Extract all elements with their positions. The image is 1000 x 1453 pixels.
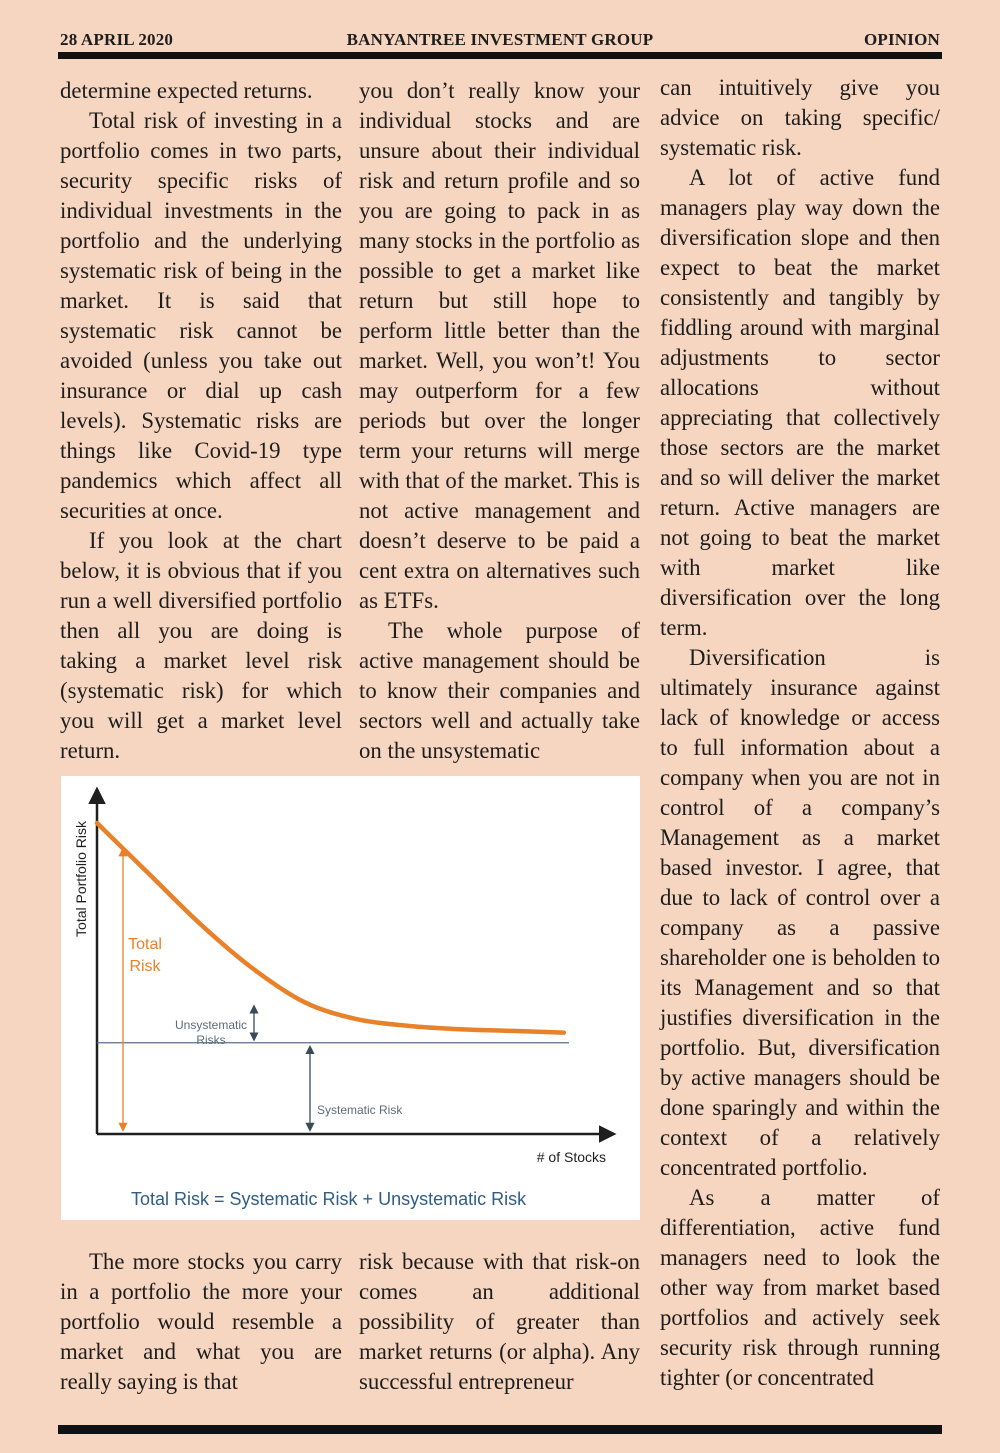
column-1 bbox=[60, 76, 342, 766]
paragraph: determine expected returns. bbox=[60, 78, 313, 103]
paragraph: Total risk of investing in a portfolio comes in two parts, security specific risks of individual investments in the portfolio and the underlying systematic risk of being in the market. It is said that systematic risk cannot be avoided (unless you take out insurance or dial up cash levels). Systematic risks are things like Covid-19 type pandemics which affect all securities at once. bbox=[60, 108, 342, 523]
systematic-risk-label: Systematic Risk bbox=[317, 1103, 403, 1117]
risk-chart bbox=[61, 776, 640, 1220]
unsystematic-risk-label: Unsystematic bbox=[174, 1018, 248, 1032]
column-2-lower bbox=[359, 1247, 640, 1397]
risk-chart-svg bbox=[61, 776, 640, 1220]
paragraph: A lot of active fund managers play way down the diversification slope and then expect to beat the market consistently and tangibly by fiddling around with marginal adjustments to sector allocations without appreciating that collectively those sectors are the market and so will deliver the market return. Active managers are not going to beat the market with market like diversification over the long term. bbox=[660, 165, 940, 640]
y-axis-label: Total Portfolio Risk bbox=[73, 821, 89, 937]
paragraph: The more stocks you carry in a portfolio the more your portfolio would resemble a market and what you are really saying is that bbox=[60, 1249, 342, 1394]
paragraph: The whole purpose of active management should be to know their companies and sectors well and actually take on the unsystematic bbox=[359, 618, 640, 763]
page-header bbox=[60, 30, 940, 52]
paragraph: risk because with that risk-on comes an additional possibility of greater than market returns (or alpha). Any successful entrepreneur bbox=[359, 1249, 640, 1394]
paragraph: Diversification is ultimately insurance against lack of knowledge or access to full information about a company when you are not in control of a company’s Management as a market based investor. I agree, that due to lack of control over a company as a passive shareholder one is beholden to its Management and so that justifies diversification in the portfolio. But, diversification by active managers should be done sparingly and within the context of a relatively concentrated portfolio. bbox=[660, 645, 940, 1180]
column-3 bbox=[660, 73, 940, 1393]
publication-name: BANYANTREE INVESTMENT GROUP bbox=[346, 30, 654, 49]
paragraph: As a matter of differentiation, active fund managers need to look the other way from market based portfolios and actively seek security risk through running tighter (or concentrated bbox=[660, 1185, 940, 1390]
total-risk-label: Total bbox=[128, 936, 162, 953]
section-name: OPINION bbox=[863, 30, 940, 49]
unsystematic-risk-label: Risks bbox=[196, 1033, 226, 1047]
paragraph: you don’t really know your individual stocks and are unsure about their individual risk and return profile and so you are going to pack in as many stocks in the portfolio as possible to get a market like return but still hope to perform little better than the market. Well, you won’t! You may outperform for a few periods but over the longer term your returns will merge with that of the market. This is not active management and doesn’t deserve to be paid a cent extra on alternatives such as ETFs. bbox=[359, 78, 640, 613]
footer-rule bbox=[58, 1425, 942, 1434]
header-rule bbox=[58, 52, 942, 59]
total-risk-label: Risk bbox=[129, 958, 161, 975]
column-2 bbox=[359, 76, 640, 766]
chart-title: Total Risk = Systematic Risk + Unsystematic Risk bbox=[131, 1189, 527, 1209]
column-1-lower bbox=[60, 1247, 342, 1397]
issue-date: 28 APRIL 2020 bbox=[60, 30, 174, 49]
paragraph: can intuitively give you advice on taking specific/ systematic risk. bbox=[660, 75, 940, 160]
x-axis-label: # of Stocks bbox=[536, 1149, 606, 1165]
paragraph: If you look at the chart below, it is obvious that if you run a well diversified portfolio then all you are doing is taking a market level risk (systematic risk) for which you will get a market level return. bbox=[60, 528, 342, 763]
total-risk-curve bbox=[97, 823, 564, 1033]
